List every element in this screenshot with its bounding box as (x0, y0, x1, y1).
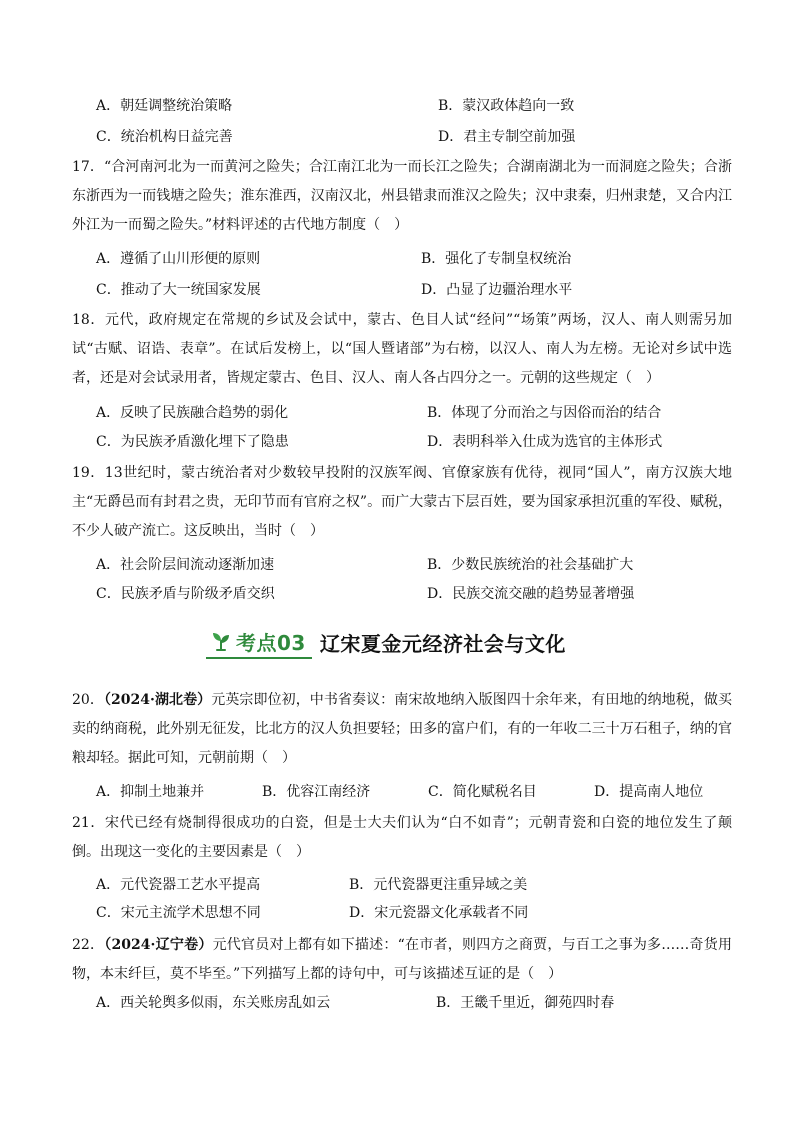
q21-option-a: A．元代瓷器工艺水平提高 (96, 877, 261, 893)
q16-option-b: B．蒙汉政体趋向一致 (438, 98, 575, 114)
q19-option-d: D．民族交流交融的趋势显著增强 (427, 586, 635, 602)
section-badge-label: 考点03 (236, 630, 306, 655)
q18-stem: 18．元代，政府规定在常规的乡试及会试中，蒙古、色目人试“经问”“场策”两场，汉人、南人则需另加试“古赋、诏诰、表章”。在试后发榜上，以“国人暨诸部”为右榜，以汉人、南人为左榜。无论对乡试中选者，还是对会试录用者，皆规定蒙古、色目、汉人、南人各占四分之一。元朝的这些规定（ ） (72, 312, 732, 386)
q18-option-c: C．为民族矛盾激化埋下了隐患 (96, 434, 289, 450)
q20-option-d: D．提高南人地位 (594, 784, 704, 800)
q16-option-c: C．统治机构日益完善 (96, 129, 233, 145)
q21-option-c: C．宋元主流学术思想不同 (96, 905, 261, 921)
q20-source: （2024·湖北卷） (103, 692, 212, 708)
plant-sprout-icon (210, 630, 232, 652)
q20-stem (72, 686, 732, 773)
q17-option-c: C．推动了大一统国家发展 (96, 282, 261, 298)
q22-text: 元代官员对上都有如下描述：“在市者，则四方之商贾，与百工之事为多……奇货用物，本末纤巨，莫不毕至。”下列描写上都的诗句中，可与该描述互证的是（ ） (72, 937, 732, 982)
q20-number: 20． (72, 692, 104, 708)
section-badge (206, 625, 312, 659)
q22-number: 22． (72, 937, 105, 953)
q21-stem: 21．宋代已经有烧制得很成功的白瓷，但是士大夫们认为“白不如青”；元朝青瓷和白瓷的地位发生了颠倒。出现这一变化的主要因素是（ ） (72, 815, 732, 860)
q16-option-a: A．朝廷调整统治策略 (96, 98, 233, 114)
q19-option-c: C．民族矛盾与阶级矛盾交织 (96, 586, 275, 602)
q20-option-c: C．简化赋税名目 (428, 784, 537, 800)
q19-option-b: B．少数民族统治的社会基础扩大 (427, 557, 634, 573)
section-heading (206, 622, 566, 662)
q22-source: （2024·辽宁卷） (104, 937, 213, 953)
q17-option-a: A．遵循了山川形便的原则 (96, 251, 261, 267)
q20-text: 元英宗即位初，中书省奏议：南宋故地纳入版图四十余年来，有田地的纳地税，做买卖的纳商税，此外别无征发，比北方的汉人负担要轻；田多的富户们，有的一年收二三十万石租子，纳的官粮却轻。据此可知，元朝前期（ ） (72, 692, 732, 766)
q20-option-a: A．抑制土地兼并 (96, 784, 205, 800)
q18-option-b: B．体现了分而治之与因俗而治的结合 (427, 405, 662, 421)
q17-stem: 17．“合河南河北为一而黄河之险失；合江南江北为一而长江之险失；合湖南湖北为一而洞庭之险失；合浙东浙西为一而钱塘之险失；淮东淮西，汉南汉北，州县错隶而淮汉之险失；汉中隶秦，归州隶楚，又合内江外江为一而蜀之险失。”材料评述的古代地方制度（ ） (72, 159, 732, 233)
q22-option-a: A．西关轮舆多似雨，东关账房乱如云 (96, 995, 331, 1011)
q18-option-a: A．反映了民族融合趋势的弱化 (96, 405, 289, 421)
q16-option-d: D．君主专制空前加强 (438, 129, 576, 145)
q22-option-b: B．王畿千里近，御苑四时春 (436, 995, 615, 1011)
q18-option-d: D．表明科举入仕成为选官的主体形式 (427, 434, 663, 450)
q17-option-d: D．凸显了边疆治理水平 (421, 282, 573, 298)
q19-stem: 19．13世纪时，蒙古统治者对少数较早投附的汉族军阀、官僚家族有优待，视同“国人”，南方汉族大地主“无爵邑而有封君之贵，无印节而有官府之权”。而广大蒙古下层百姓，要为国家承担沉重的军役、赋税，不少人破产流亡。这反映出，当时（ ） (72, 465, 732, 539)
q21-option-d: D．宋元瓷器文化承载者不同 (349, 905, 529, 921)
q20-option-b: B．优容江南经济 (262, 784, 371, 800)
q19-option-a: A．社会阶层间流动逐渐加速 (96, 557, 275, 573)
section-title: 辽宋夏金元经济社会与文化 (319, 631, 566, 656)
q17-option-b: B．强化了专制皇权统治 (421, 251, 572, 267)
q21-option-b: B．元代瓷器更注重异域之美 (349, 877, 528, 893)
q22-stem (72, 931, 732, 989)
